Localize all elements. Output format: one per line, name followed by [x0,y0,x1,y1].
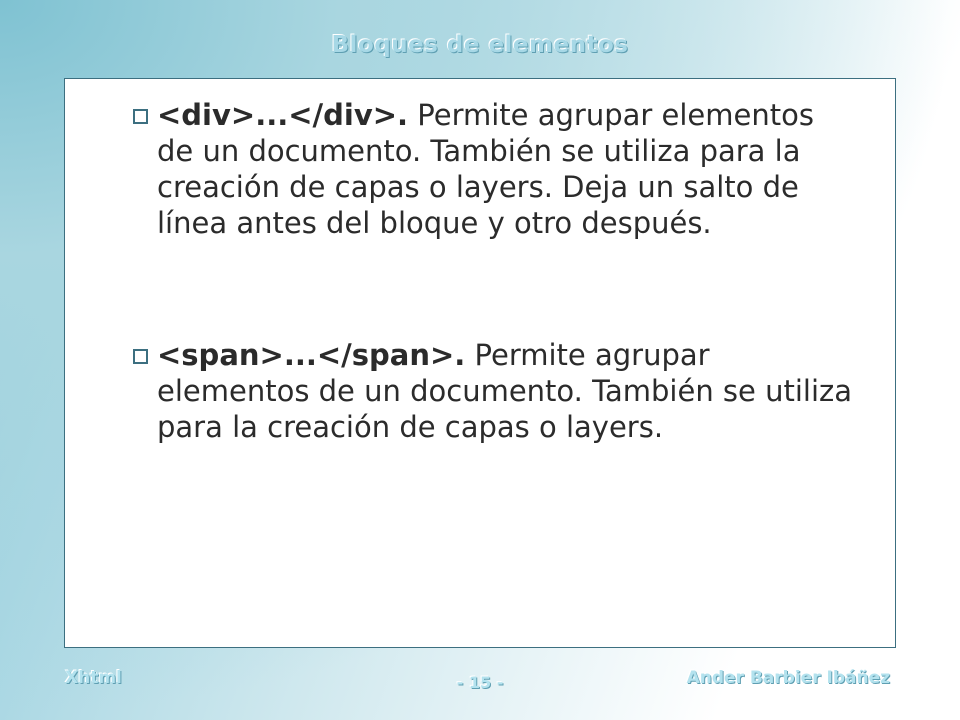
bullet-body: Permite agrupar elementos de un documento. También se utiliza para la creación de capas o layers. [157,338,853,444]
bullet-tag: <span>...</span>. [157,338,466,372]
footer-left: Xhtml [65,668,122,688]
slide-title: Bloques de elementos [331,32,629,58]
page-number: - 15 - [456,673,504,692]
bullet-text [133,97,853,241]
bullet-tag: <div>...</div>. [157,98,409,132]
bullet-item [133,97,853,241]
content-box [64,78,896,648]
bullet-body: Permite agrupar elementos de un documento. También se utiliza para la creación de capas o layers. Deja un salto de línea antes del bloque y otro después. [157,98,814,240]
bullet-text [133,337,853,445]
hollow-square-icon [133,349,148,364]
bullet-item [133,337,853,445]
hollow-square-icon [133,109,148,124]
footer-author: Ander Barbier Ibáñez [686,668,890,688]
